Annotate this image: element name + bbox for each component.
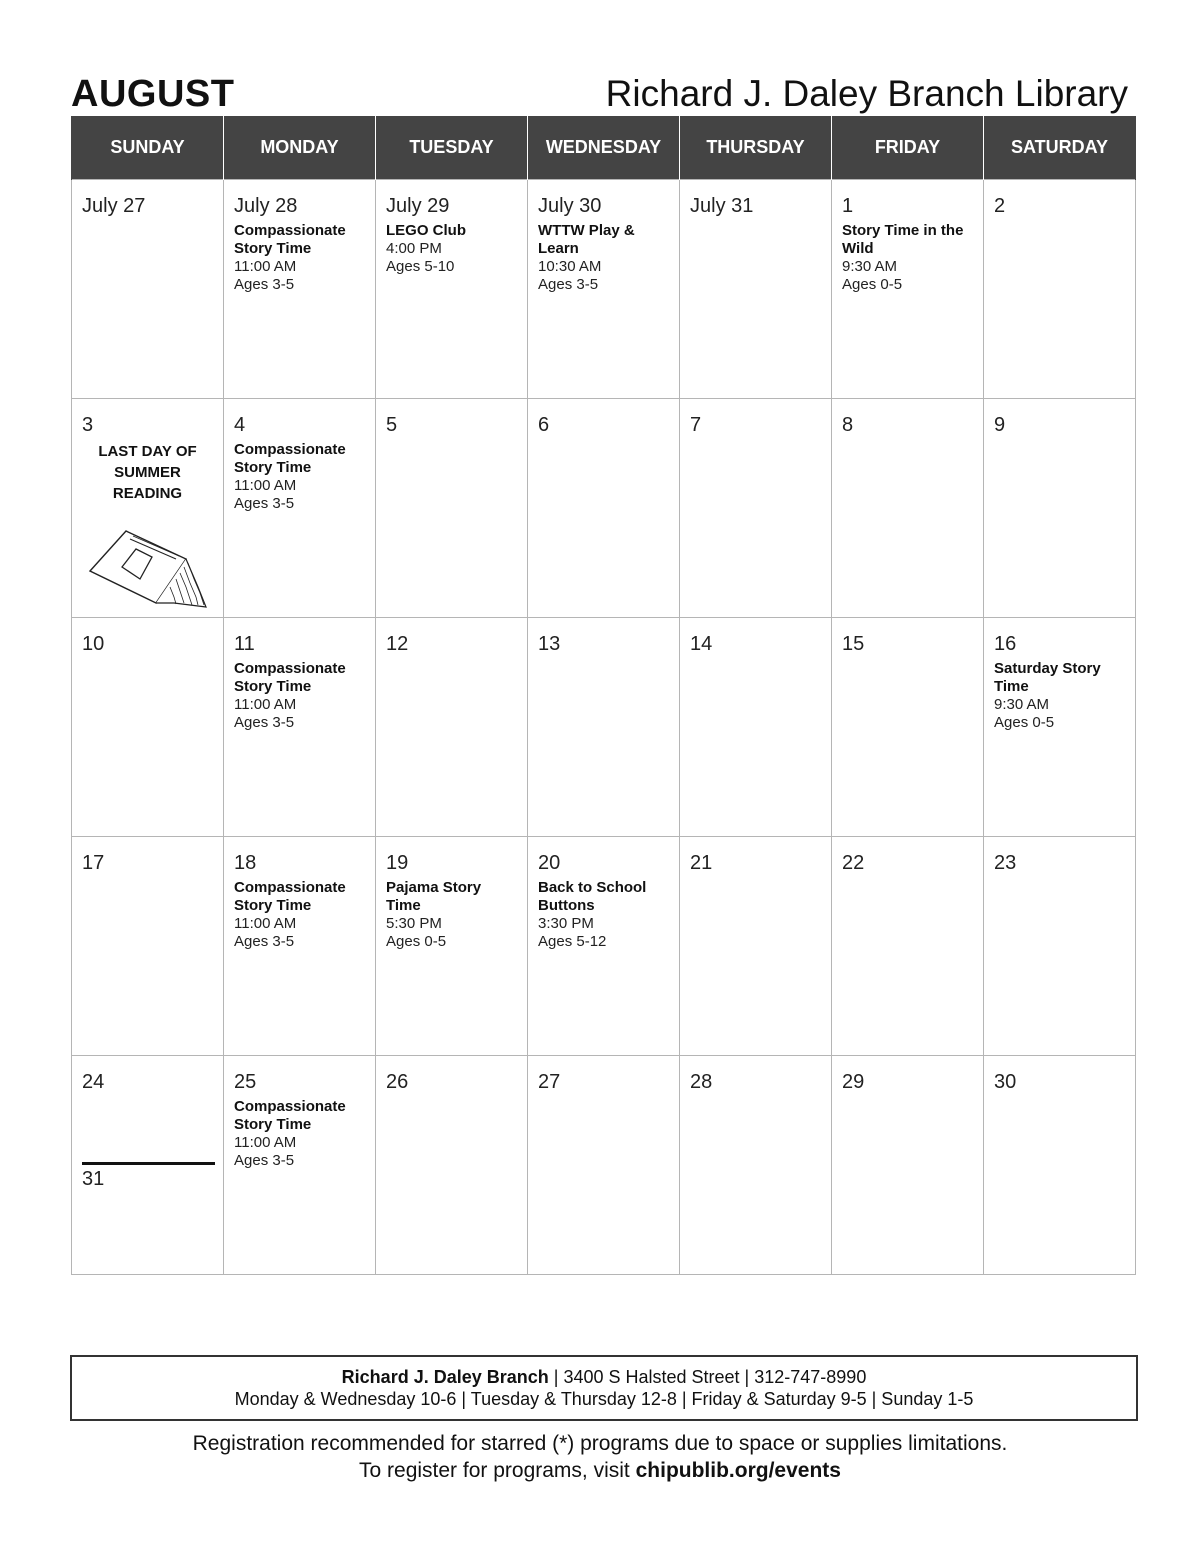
day-cell xyxy=(680,618,832,837)
day-number: 2 xyxy=(994,195,1006,217)
event-time: 11:00 AM xyxy=(234,1134,297,1151)
day-cell-content xyxy=(680,618,831,656)
day-cell-content xyxy=(72,837,223,875)
event-ages: Ages 3-5 xyxy=(234,276,295,293)
event-time: 9:30 AM xyxy=(842,258,898,275)
event-ages: Ages 0-5 xyxy=(386,933,447,950)
day-cell-content xyxy=(72,180,223,218)
event-title: Compassionate Story Time xyxy=(234,879,346,914)
event-time: 10:30 AM xyxy=(538,258,602,275)
day-number: 22 xyxy=(842,852,865,874)
day-cell xyxy=(528,618,680,837)
day-number: 25 xyxy=(234,1071,257,1093)
week-row xyxy=(72,837,1136,1056)
registration-note xyxy=(0,1430,1200,1484)
weekday-thursday: THURSDAY xyxy=(680,116,832,180)
day-cell-content xyxy=(224,180,375,294)
day-cell-content xyxy=(376,180,527,276)
day-cell xyxy=(528,837,680,1056)
event-ages: Ages 5-12 xyxy=(538,933,607,950)
day-number: July 30 xyxy=(538,195,602,217)
day-number: 27 xyxy=(538,1071,561,1093)
weekday-header-row xyxy=(72,116,1136,180)
event-title: Compassionate Story Time xyxy=(234,441,346,476)
day-cell-content xyxy=(224,1056,375,1170)
day-number: July 27 xyxy=(82,195,146,217)
day-cell xyxy=(832,1056,984,1275)
event-time: 11:00 AM xyxy=(234,696,297,713)
day-number: 20 xyxy=(538,852,561,874)
day-cell-content xyxy=(832,618,983,656)
day-cell-content xyxy=(832,837,983,875)
library-name: Richard J. Daley Branch Library xyxy=(605,73,1128,114)
day-cell-content xyxy=(680,180,831,218)
day-cell-content xyxy=(832,399,983,437)
event-ages: Ages 3-5 xyxy=(234,495,295,512)
day-cell-content xyxy=(224,837,375,951)
day-cell xyxy=(528,180,680,399)
day-number: 3 xyxy=(82,414,94,436)
event-title: Back to School Buttons xyxy=(538,879,647,914)
day-number: 26 xyxy=(386,1071,409,1093)
event-ages: Ages 5-10 xyxy=(386,258,455,275)
day-cell xyxy=(224,1056,376,1275)
event-time: 5:30 PM xyxy=(386,915,442,932)
event-ages: Ages 0-5 xyxy=(994,714,1055,731)
day-cell-content xyxy=(984,618,1135,732)
day-cell xyxy=(224,180,376,399)
day-cell-content xyxy=(984,399,1135,437)
day-cell-content xyxy=(72,1056,223,1094)
event-title: Saturday Story Time xyxy=(994,660,1101,695)
day-cell-content xyxy=(72,399,223,504)
open-book-icon xyxy=(86,527,211,609)
week-row xyxy=(72,399,1136,618)
day-cell-content xyxy=(72,618,223,656)
day-number-split: 31 xyxy=(82,1168,105,1190)
day-number: 30 xyxy=(994,1071,1017,1093)
month-title: AUGUST xyxy=(71,73,235,115)
day-cell-content xyxy=(984,837,1135,875)
branch-info-line xyxy=(72,1366,1136,1388)
day-cell xyxy=(528,399,680,618)
event-ages: Ages 3-5 xyxy=(538,276,599,293)
day-cell xyxy=(680,1056,832,1275)
event-ages: Ages 3-5 xyxy=(234,933,295,950)
event-title: Compassionate Story Time xyxy=(234,222,346,257)
day-number: July 29 xyxy=(386,195,450,217)
day-cell xyxy=(376,1056,528,1275)
day-cell-content xyxy=(528,837,679,951)
day-number: 4 xyxy=(234,414,246,436)
day-cell-content xyxy=(832,1056,983,1094)
day-cell xyxy=(224,618,376,837)
registration-link[interactable]: chipublib.org/events xyxy=(635,1459,841,1482)
registration-line-2-prefix: To register for programs, visit xyxy=(359,1459,636,1482)
day-cell xyxy=(680,399,832,618)
weekday-saturday: SATURDAY xyxy=(984,116,1136,180)
day-cell-content xyxy=(680,1056,831,1094)
day-cell xyxy=(376,837,528,1056)
day-number: 28 xyxy=(690,1071,713,1093)
day-cell-content xyxy=(376,1056,527,1094)
day-cell xyxy=(376,180,528,399)
event-title: Story Time in the Wild xyxy=(842,222,964,257)
day-cell xyxy=(224,837,376,1056)
day-number: 8 xyxy=(842,414,854,436)
day-cell-content xyxy=(224,399,375,513)
branch-name: Richard J. Daley Branch xyxy=(341,1367,549,1387)
week-row xyxy=(72,180,1136,399)
day-number: 5 xyxy=(386,414,398,436)
day-cell-content xyxy=(528,180,679,294)
day-number: 18 xyxy=(234,852,257,874)
day-cell xyxy=(832,837,984,1056)
day-cell-content xyxy=(528,399,679,437)
event-ages: Ages 3-5 xyxy=(234,714,295,731)
day-cell xyxy=(984,180,1136,399)
day-cell xyxy=(984,1056,1136,1275)
day-cell xyxy=(224,399,376,618)
day-number: 10 xyxy=(82,633,105,655)
day-number: 17 xyxy=(82,852,105,874)
event-title: Compassionate Story Time xyxy=(234,660,346,695)
calendar-grid xyxy=(71,116,1136,1275)
event-time: 11:00 AM xyxy=(234,915,297,932)
day-number: 1 xyxy=(842,195,854,217)
week-row xyxy=(72,1056,1136,1275)
day-cell xyxy=(984,837,1136,1056)
day-cell xyxy=(832,399,984,618)
day-cell xyxy=(72,1056,224,1275)
branch-address-phone: | 3400 S Halsted Street | 312-747-8990 xyxy=(548,1367,867,1387)
day-cell xyxy=(72,399,224,618)
event-title: LEGO Club xyxy=(386,222,466,239)
event-time: 11:00 AM xyxy=(234,258,297,275)
day-cell-content xyxy=(376,618,527,656)
day-cell xyxy=(376,399,528,618)
day-number: 12 xyxy=(386,633,409,655)
branch-hours: Monday & Wednesday 10-6 | Tuesday & Thursday 12-8 | Friday & Saturday 9-5 | Sunday 1-5 xyxy=(234,1389,974,1409)
day-cell-content xyxy=(832,180,983,294)
day-cell xyxy=(832,618,984,837)
day-number: 21 xyxy=(690,852,713,874)
day-cell xyxy=(528,1056,680,1275)
day-number: 15 xyxy=(842,633,865,655)
day-cell-content xyxy=(984,1056,1135,1094)
week-row xyxy=(72,618,1136,837)
event-time: 9:30 AM xyxy=(994,696,1050,713)
day-number: 24 xyxy=(82,1071,105,1093)
day-number: 13 xyxy=(538,633,561,655)
day-cell xyxy=(72,180,224,399)
day-number: 19 xyxy=(386,852,409,874)
day-number: 16 xyxy=(994,633,1017,655)
day-number: 23 xyxy=(994,852,1017,874)
event-title: Pajama Story Time xyxy=(386,879,482,914)
day-cell-content xyxy=(528,1056,679,1094)
day-cell-content xyxy=(376,399,527,437)
day-cell-content xyxy=(528,618,679,656)
weekday-friday: FRIDAY xyxy=(832,116,984,180)
day-cell xyxy=(832,180,984,399)
registration-line-2 xyxy=(0,1457,1200,1484)
event-time: 4:00 PM xyxy=(386,240,442,257)
day-number: 14 xyxy=(690,633,713,655)
split-day-divider xyxy=(82,1162,215,1165)
registration-line-1: Registration recommended for starred (*) programs due to space or supplies limitations. xyxy=(192,1432,1008,1455)
day-number: 29 xyxy=(842,1071,865,1093)
event-ages: Ages 0-5 xyxy=(842,276,903,293)
weekday-tuesday: TUESDAY xyxy=(376,116,528,180)
event-ages: Ages 3-5 xyxy=(234,1152,295,1169)
day-cell xyxy=(984,399,1136,618)
day-cell xyxy=(72,618,224,837)
day-cell-content xyxy=(224,618,375,732)
weekday-sunday: SUNDAY xyxy=(72,116,224,180)
day-cell-content xyxy=(984,180,1135,218)
day-number: 11 xyxy=(234,633,255,655)
day-cell-content xyxy=(680,399,831,437)
day-number: July 28 xyxy=(234,195,298,217)
day-number: July 31 xyxy=(690,195,754,217)
weekday-monday: MONDAY xyxy=(224,116,376,180)
event-time: 3:30 PM xyxy=(538,915,594,932)
day-cell xyxy=(984,618,1136,837)
day-cell xyxy=(376,618,528,837)
day-cell-content xyxy=(376,837,527,951)
event-title: WTTW Play & Learn xyxy=(538,222,635,257)
day-cell xyxy=(72,837,224,1056)
summer-reading-note: LAST DAY OF SUMMER READING xyxy=(98,443,197,502)
weekday-wednesday: WEDNESDAY xyxy=(528,116,680,180)
day-number: 6 xyxy=(538,414,550,436)
day-number: 7 xyxy=(690,414,702,436)
day-number: 9 xyxy=(994,414,1006,436)
day-cell xyxy=(680,180,832,399)
branch-info-box xyxy=(70,1355,1138,1421)
event-title: Compassionate Story Time xyxy=(234,1098,346,1133)
day-cell xyxy=(680,837,832,1056)
event-time: 11:00 AM xyxy=(234,477,297,494)
day-cell-content xyxy=(680,837,831,875)
